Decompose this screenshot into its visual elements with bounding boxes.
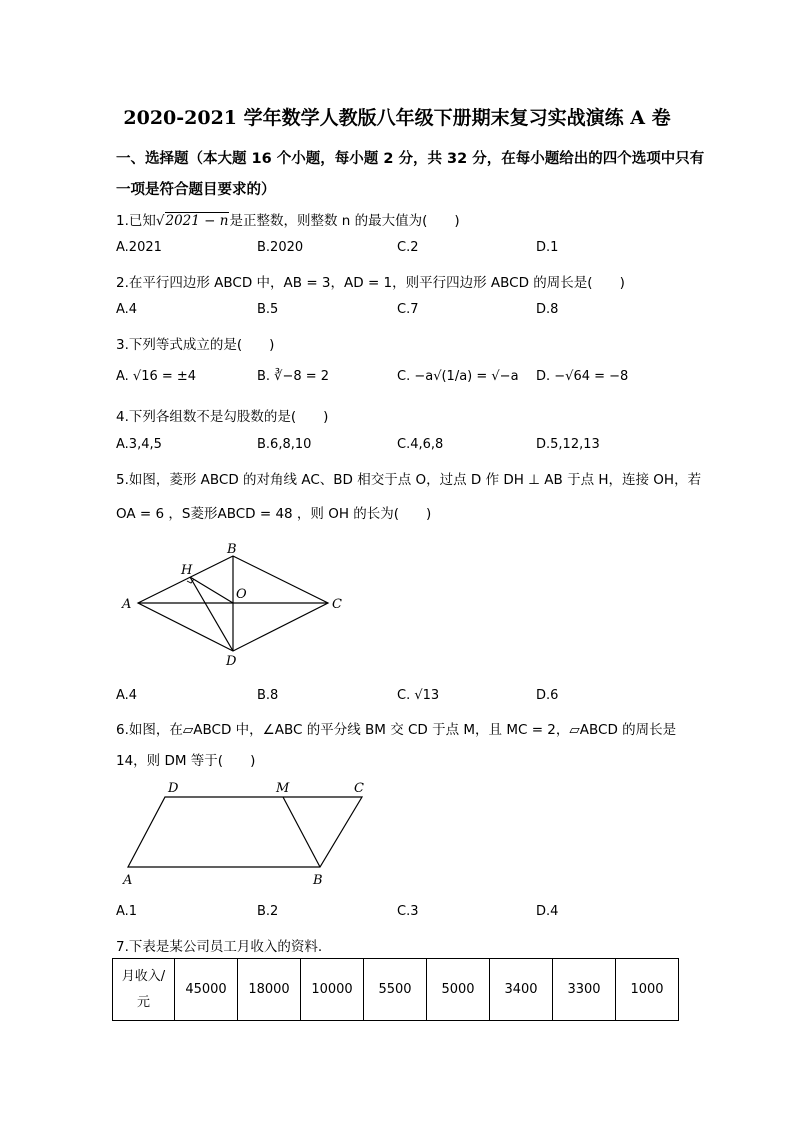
question-6-line2: 14，则 DM 等于( ) [116, 753, 256, 769]
fig2-label-m: M [276, 781, 290, 796]
fig2-label-a: A [123, 873, 133, 888]
q6-option-a: A.1 [116, 904, 138, 919]
table-cell: 1000 [616, 959, 679, 1021]
question-3: 3.下列等式成立的是( ) [116, 337, 275, 353]
q5-option-d: D.6 [536, 688, 559, 703]
q4-option-a: A.3,4,5 [116, 437, 162, 452]
q2-option-b: B.5 [257, 302, 279, 317]
income-table [112, 958, 679, 1021]
fig1-label-o: O [236, 587, 247, 602]
header-line1: 月收入/ [121, 968, 166, 984]
fig1-label-c: C [332, 597, 342, 612]
q1-option-a: A.2021 [116, 240, 162, 255]
q3-option-c: C. −a√(1/a) = √−a [397, 369, 519, 384]
fig2-label-b: B [313, 873, 323, 888]
header-line2: 元 [136, 994, 150, 1010]
q1-text-pre: 1.已知 [116, 213, 156, 229]
q2-option-a: A.4 [116, 302, 138, 317]
q5-option-c: C. √13 [397, 688, 440, 703]
q4-option-c: C.4,6,8 [397, 437, 444, 452]
page-title: 2020-2021 学年数学人教版八年级下册期末复习实战演练 A 卷 [123, 107, 671, 129]
question-1 [116, 209, 460, 229]
q6-option-b: B.2 [257, 904, 279, 919]
question-5-line1: 5.如图，菱形 ABCD 的对角线 AC、BD 相交于点 O，过点 D 作 DH ⊥ AB 于点 H，连接 OH，若 [116, 472, 702, 488]
sqrt-sign: √ [155, 213, 165, 229]
fig1-label-d: D [226, 654, 237, 669]
question-7: 7.下表是某公司员工月收入的资料. [116, 939, 323, 955]
table-header-cell [113, 959, 175, 1021]
q1-option-c: C.2 [397, 240, 419, 255]
q2-option-c: C.7 [397, 302, 419, 317]
question-4: 4.下列各组数不是勾股数的是( ) [116, 409, 329, 425]
fig2-label-c: C [354, 781, 364, 796]
table-cell: 18000 [238, 959, 301, 1021]
q3-option-d: D. −√64 = −8 [536, 369, 629, 384]
q1-option-d: D.1 [536, 240, 559, 255]
parallelogram-outline [128, 797, 362, 867]
q4-option-d: D.5,12,13 [536, 437, 600, 452]
q1-option-b: B.2020 [257, 240, 304, 255]
q6-option-d: D.4 [536, 904, 559, 919]
q4-option-b: B.6,8,10 [257, 437, 312, 452]
q2-option-d: D.8 [536, 302, 559, 317]
q5-option-b: B.8 [257, 688, 279, 703]
table-cell: 5000 [427, 959, 490, 1021]
table-cell: 10000 [301, 959, 364, 1021]
table-row [113, 959, 679, 1021]
parallelogram-figure [118, 778, 373, 890]
table-cell: 45000 [175, 959, 238, 1021]
q5-option-a: A.4 [116, 688, 138, 703]
q3-option-a: A. √16 = ±4 [116, 369, 197, 384]
section-heading-line2: 一项是符合题目要求的） [116, 182, 276, 198]
rhombus-figure [118, 538, 348, 673]
table-cell: 3300 [553, 959, 616, 1021]
question-6-line1: 6.如图，在▱ABCD 中，∠ABC 的平分线 BM 交 CD 于点 M，且 MC = 2，▱ABCD 的周长是 [116, 722, 677, 738]
question-2: 2.在平行四边形 ABCD 中，AB = 3，AD = 1，则平行四边形 ABCD 的周长是( ) [116, 275, 625, 291]
q1-radicand: 2021 − n [165, 213, 229, 229]
segment-oh [190, 577, 233, 603]
table-cell: 3400 [490, 959, 553, 1021]
table-cell: 5500 [364, 959, 427, 1021]
fig1-label-h: H [181, 563, 193, 578]
segment-bm [283, 797, 320, 867]
q1-text-post: 是正整数，则整数 n 的最大值为( ) [229, 213, 460, 229]
fig1-label-b: B [227, 542, 237, 557]
q3-option-b: B. ∛−8 = 2 [257, 369, 330, 384]
q6-option-c: C.3 [397, 904, 419, 919]
section-heading-line1: 一、选择题（本大题 16 个小题，每小题 2 分，共 32 分，在每小题给出的四个选项中只有 [116, 151, 705, 167]
fig1-label-a: A [122, 597, 132, 612]
fig2-label-d: D [168, 781, 179, 796]
question-5-line2: OA = 6 ，S菱形ABCD = 48 ，则 OH 的长为( ) [116, 506, 432, 522]
